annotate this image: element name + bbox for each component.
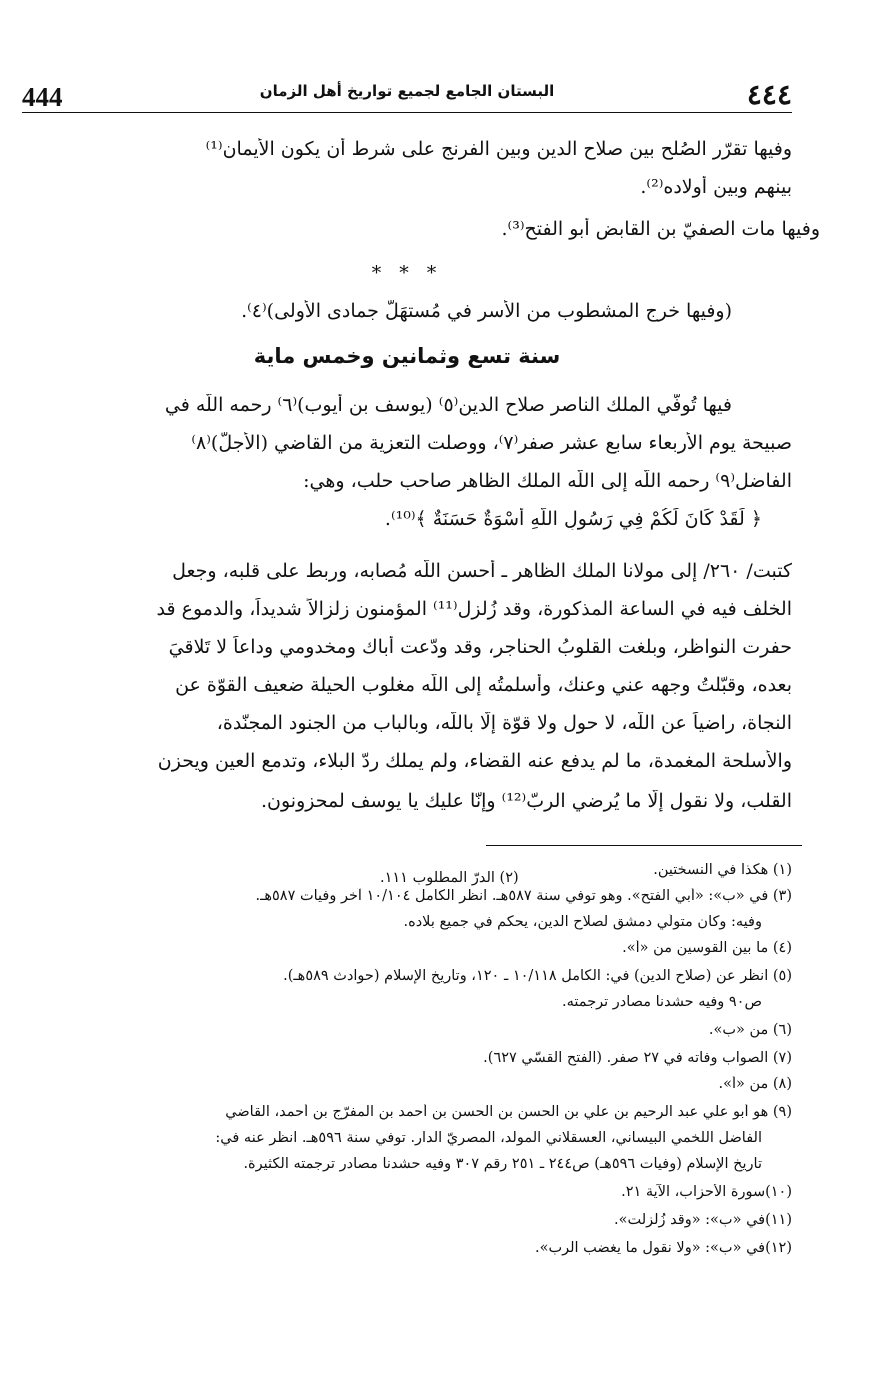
- text-line: النجاة، راضياً عن اللّه، لا حول ولا قوّة إلّا باللّه، وبالباب من الجنود المجنّدة،: [216, 712, 792, 734]
- page-header: [22, 74, 792, 114]
- footnote: تاريخ الإسلام (وفيات ٥٩٦هـ) ص٢٤٤ ـ ٢٥١ رقم ٣٠٧ وفيه حشدنا مصادر ترجمته الكثيرة.: [243, 1156, 762, 1172]
- text-line: الخلف فيه في الساعة المذكورة، وقد زُلزل⁽¹¹⁾ المؤمنون زلزالاً شديداً، والدموع قد: [156, 598, 792, 620]
- text-line: صبيحة يوم الأربعاء سابع عشر صفر⁽٧⁾، ووصلت التعزية من القاضي (الأجلّ)⁽٨⁾: [191, 432, 792, 454]
- footnote: (١٠)سورة الأحزاب، الآية ٢١.: [621, 1184, 792, 1200]
- footnote-rule: [486, 845, 802, 846]
- header-rule: [22, 112, 792, 113]
- footnote-2: (٢) الدرّ المطلوب ١١١.: [380, 870, 519, 886]
- text-line: كتبت/ ٢٦٠/ إلى مولانا الملك الظاهر ـ أحسن اللّه مُصابه، وربط على قلبه، وجعل: [172, 560, 792, 582]
- footnote: (٥) انظر عن (صلاح الدين) في: الكامل ١٠/١١٨ ـ ١٢٠، وتاريخ الإسلام (حوادث ٥٨٩هـ).: [283, 968, 792, 984]
- text-line: (وفيها خرج المشطوب من الأسر في مُستهَلّ جمادى الأولى)⁽٤⁾.: [241, 300, 732, 322]
- text-line: بينهم وبين أولاده⁽²⁾.: [640, 176, 792, 198]
- text-line: وفيها مات الصفيّ بن القابض أبو الفتح⁽³⁾.: [501, 218, 820, 240]
- footnote: (٨) من «أ».: [718, 1076, 792, 1092]
- text-line: وفيها تقرّر الصُلح بين صلاح الدين وبين الفرنج على شرط أن يكون الأَيمان⁽¹⁾: [205, 138, 792, 160]
- text-line: والأسلحة المغمدة، ما لم يدفع عنه القضاء، ولم يملك ردّ البلاء، وتدمع العين ويحزن: [157, 750, 792, 772]
- text-line: الفاضل⁽٩⁾ رحمه اللّه إلى اللّه الملك الظاهر صاحب حلب، وهي:: [303, 470, 792, 492]
- footnote: وفيه: وكان متولّي دمشق لصلاح الدين، يحكم في جميع بلاده.: [403, 914, 762, 930]
- text-line: القلب، ولا نقول إلّا ما يُرضي الربّ⁽¹²⁾ وإنّا عليك يا يوسف لمحزونون.: [260, 790, 792, 812]
- text-line: فيها تُوفّي الملك الناصر صلاح الدين⁽٥⁾ (يوسف بن أيوب)⁽٦⁾ رحمه اللّه في: [164, 394, 732, 416]
- text-line: حفرت النواظر، وبلغت القلوبُ الحناجر، وقد ودّعت أباك ومخدومي وداعاً لا تَلاقيَ: [168, 636, 792, 658]
- section-divider-stars: * * *: [371, 262, 443, 284]
- footnote: (٧) الصواب وفاته في ٢٧ صفر. (الفتح القسّي ٦٢٧).: [483, 1050, 792, 1066]
- text-line: بعده، وقبّلتُ وجهه عني وعنك، وأسلمتُه إلى اللّه مغلوب الحيلة ضعيف القوّة عن: [175, 674, 792, 696]
- quran-verse: ﴿ لَقَدْ كَانَ لَكُمْ فِي رَسُولِ اللَّهِ أُسْوَةٌ حَسَنَةٌ ﴾⁽¹⁰⁾.: [384, 508, 762, 530]
- section-heading: سنة تسع وثمانين وخمس ماية: [253, 344, 561, 368]
- footnote: (٦) من «ب».: [708, 1022, 792, 1038]
- footnote: (٩) هو أبو علي عبد الرحيم بن علي بن الحسن بن الحسن بن أحمد بن المفرّج بن أحمد، القاضي: [225, 1104, 792, 1120]
- running-title: البستان الجامع لجميع تواريخ أهل الزمان: [259, 82, 555, 100]
- footnote: (١١)في «ب»: «وقد زُلزلت».: [613, 1212, 792, 1228]
- page-number-arabic: ٤٤٤: [746, 80, 792, 111]
- footnote: (٣) في «ب»: «أبي الفتح». وهو توفي سنة ٥٨٧هـ. انظر الكامل ١٠/١٠٤ آخر وفيات ٥٨٧هـ.: [255, 888, 792, 904]
- footnote: ص٩٠ وفيه حشدنا مصادر ترجمته.: [562, 994, 762, 1010]
- footnote-1: (١) هكذا في النسختين.: [653, 862, 792, 878]
- footnote: الفاضل اللخمي البيساني، العسقلاني المولد، المصريّ الدار. توفي سنة ٥٩٦هـ. انظر عنه في:: [215, 1130, 762, 1146]
- footnote: (١٢)في «ب»: «ولا نقول ما يغضب الرب».: [534, 1240, 792, 1256]
- page-number-latin: 444: [22, 82, 63, 112]
- footnote: (٤) ما بين القوسين من «أ».: [622, 940, 792, 956]
